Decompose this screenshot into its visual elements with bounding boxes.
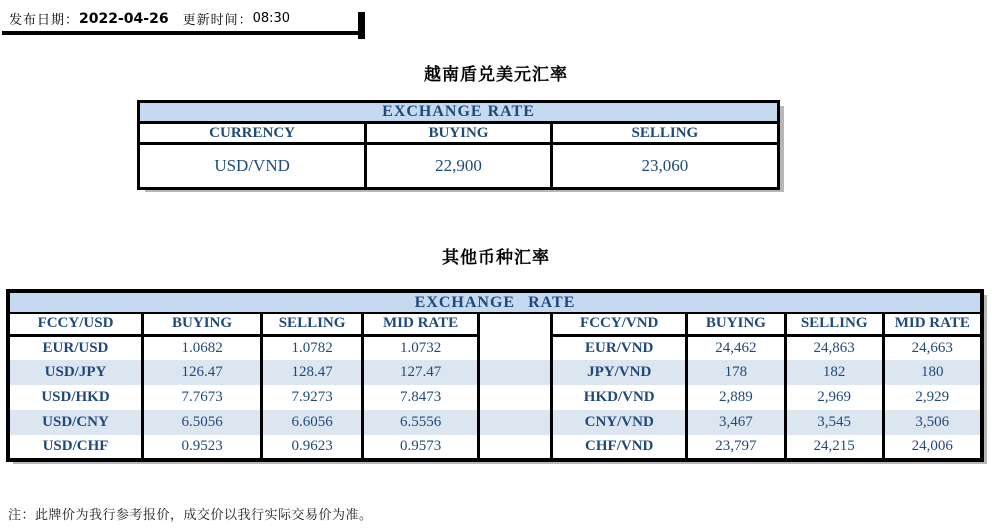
- mid-rate-cell: 1.0732: [363, 335, 479, 360]
- section1-title: 越南盾兑美元汇率: [424, 65, 568, 85]
- table2-header-row: [8, 313, 982, 335]
- selling-rate-cell: 3,545: [785, 410, 883, 435]
- column-header-fccy-usd: FCCY/USD: [8, 313, 142, 335]
- column-header-fccy-vnd: FCCY/VND: [552, 313, 686, 335]
- currency-pair-cell: CNY/VND: [552, 410, 686, 435]
- currency-pair-cell: HKD/VND: [552, 385, 686, 410]
- column-header-buying: BUYING: [366, 123, 552, 144]
- table2-banner-row: [8, 291, 982, 313]
- currency-pair-cell: USD/JPY: [8, 360, 142, 385]
- buying-rate-cell: 0.9523: [142, 435, 261, 460]
- selling-rate-cell: 0.9623: [262, 435, 363, 460]
- table-row: [139, 144, 779, 189]
- table-row: [8, 385, 982, 410]
- table-row: [8, 360, 982, 385]
- selling-rate-cell: 128.47: [262, 360, 363, 385]
- mid-rate-cell: 127.47: [363, 360, 479, 385]
- table-row: [8, 335, 982, 360]
- buying-rate-cell: 3,467: [686, 410, 785, 435]
- selling-rate-cell: 7.9273: [262, 385, 363, 410]
- mid-rate-cell: 3,506: [883, 410, 982, 435]
- buying-rate-cell: 24,462: [686, 335, 785, 360]
- table2-banner: EXCHANGE RATE: [8, 291, 982, 313]
- selling-rate-cell: 24,863: [785, 335, 883, 360]
- publish-info-box: [2, 6, 365, 35]
- selling-rate-cell: 182: [785, 360, 883, 385]
- disclaimer-note: 注：此牌价为我行参考报价，成交价以我行实际交易价为准。: [8, 507, 373, 522]
- column-header-midrate-left: MID RATE: [363, 313, 479, 335]
- buying-rate-cell: 6.5056: [142, 410, 261, 435]
- border-bar: [358, 12, 365, 39]
- column-header-currency: CURRENCY: [139, 123, 366, 144]
- currency-pair-cell: EUR/USD: [8, 335, 142, 360]
- buying-rate-cell: 2,889: [686, 385, 785, 410]
- table1-banner-row: [139, 102, 779, 123]
- buying-rate-cell: 7.7673: [142, 385, 261, 410]
- separator-column-cell: [479, 385, 552, 410]
- publish-date-value: 2022-04-26: [79, 10, 169, 27]
- selling-rate-cell: 1.0782: [262, 335, 363, 360]
- selling-rate-cell: 6.6056: [262, 410, 363, 435]
- currency-pair-cell: USD/HKD: [8, 385, 142, 410]
- separator-column-cell: [479, 360, 552, 385]
- table1-banner: EXCHANGE RATE: [139, 102, 779, 123]
- publish-date-label: 发布日期：: [9, 13, 80, 28]
- buying-rate-cell: 126.47: [142, 360, 261, 385]
- column-header-selling: SELLING: [551, 123, 778, 144]
- currency-pair-cell: EUR/VND: [552, 335, 686, 360]
- table1-header-row: [139, 123, 779, 144]
- usd-vnd-rate-table: [137, 100, 780, 190]
- mid-rate-cell: 24,663: [883, 335, 982, 360]
- mid-rate-cell: 6.5556: [363, 410, 479, 435]
- buying-rate-cell: 22,900: [366, 144, 552, 189]
- buying-rate-cell: 178: [686, 360, 785, 385]
- mid-rate-cell: 24,006: [883, 435, 982, 460]
- buying-rate-cell: 23,797: [686, 435, 785, 460]
- currency-pair-cell: USD/VND: [139, 144, 366, 189]
- other-currencies-rate-table: [6, 289, 984, 462]
- separator-column-cell: [479, 335, 552, 360]
- mid-rate-cell: 0.9573: [363, 435, 479, 460]
- mid-rate-cell: 7.8473: [363, 385, 479, 410]
- update-time-value: 08:30: [252, 11, 291, 26]
- currency-pair-cell: JPY/VND: [552, 360, 686, 385]
- selling-rate-cell: 24,215: [785, 435, 883, 460]
- mid-rate-cell: 2,929: [883, 385, 982, 410]
- buying-rate-cell: 1.0682: [142, 335, 261, 360]
- separator-column-cell: [479, 435, 552, 460]
- section2-title: 其他币种汇率: [442, 248, 550, 268]
- mid-rate-cell: 180: [883, 360, 982, 385]
- separator-column-cell: [479, 410, 552, 435]
- column-header-midrate-right: MID RATE: [883, 313, 982, 335]
- table-row: [8, 435, 982, 460]
- column-header-buying-right: BUYING: [686, 313, 785, 335]
- separator-column-cell: [479, 313, 552, 335]
- update-time-label: 更新时间：: [182, 13, 253, 28]
- selling-rate-cell: 2,969: [785, 385, 883, 410]
- column-header-buying-left: BUYING: [142, 313, 261, 335]
- selling-rate-cell: 23,060: [551, 144, 778, 189]
- column-header-selling-left: SELLING: [262, 313, 363, 335]
- currency-pair-cell: CHF/VND: [552, 435, 686, 460]
- currency-pair-cell: USD/CHF: [8, 435, 142, 460]
- table-row: [8, 410, 982, 435]
- column-header-selling-right: SELLING: [785, 313, 883, 335]
- currency-pair-cell: USD/CNY: [8, 410, 142, 435]
